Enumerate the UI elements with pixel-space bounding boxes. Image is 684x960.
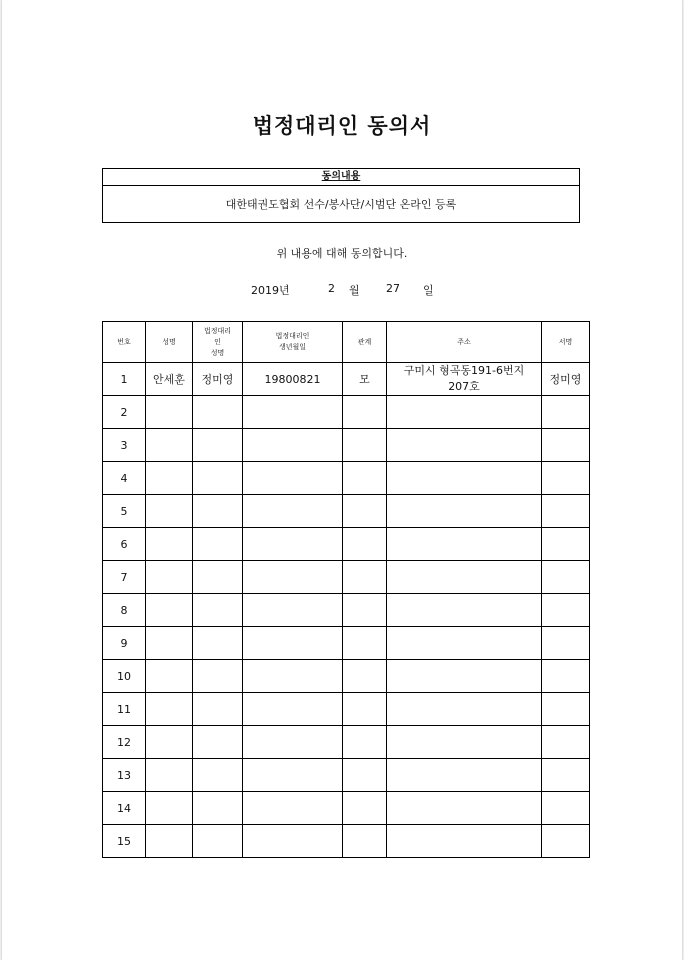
table-row xyxy=(103,825,590,858)
cell-signature: 정미영 xyxy=(542,363,590,396)
cell-relation xyxy=(343,660,387,693)
cell-address xyxy=(387,594,542,627)
cell-guardian-birth xyxy=(243,726,343,759)
header-relation: 관계 xyxy=(343,322,387,363)
cell-address xyxy=(387,792,542,825)
cell-guardian-birth xyxy=(243,396,343,429)
cell-relation xyxy=(343,759,387,792)
table-row xyxy=(103,594,590,627)
cell-signature xyxy=(542,396,590,429)
guardian-table xyxy=(102,321,590,858)
cell-address xyxy=(387,693,542,726)
date-year: 2019년 xyxy=(251,284,290,297)
cell-name xyxy=(146,462,193,495)
table-row xyxy=(103,462,590,495)
table-row xyxy=(103,528,590,561)
table-row xyxy=(103,561,590,594)
cell-name xyxy=(146,759,193,792)
cell-name xyxy=(146,429,193,462)
cell-address xyxy=(387,528,542,561)
cell-name xyxy=(146,693,193,726)
address-line: 207호 xyxy=(448,380,480,393)
cell-guardian-birth xyxy=(243,792,343,825)
cell-guardian-birth xyxy=(243,759,343,792)
cell-relation: 모 xyxy=(343,363,387,396)
cell-name xyxy=(146,495,193,528)
cell-no: 14 xyxy=(103,792,146,825)
consent-body: 대한태권도협회 선수/봉사단/시범단 온라인 등록 xyxy=(225,198,457,211)
table-row xyxy=(103,759,590,792)
cell-guardian-name xyxy=(193,561,243,594)
cell-name xyxy=(146,627,193,660)
cell-signature xyxy=(542,495,590,528)
cell-name xyxy=(146,528,193,561)
cell-signature xyxy=(542,594,590,627)
cell-no: 15 xyxy=(103,825,146,858)
cell-relation xyxy=(343,561,387,594)
cell-guardian-birth xyxy=(243,594,343,627)
cell-no: 1 xyxy=(103,363,146,396)
cell-signature xyxy=(542,462,590,495)
cell-relation xyxy=(343,825,387,858)
cell-guardian-birth xyxy=(243,825,343,858)
consent-header-label: 동의내용 xyxy=(321,171,361,182)
cell-relation xyxy=(343,693,387,726)
table-header-row xyxy=(103,322,590,363)
cell-relation xyxy=(343,495,387,528)
cell-no: 4 xyxy=(103,462,146,495)
date-month-unit: 월 xyxy=(349,284,360,297)
cell-guardian-name xyxy=(193,627,243,660)
cell-guardian-name xyxy=(193,726,243,759)
cell-address xyxy=(387,495,542,528)
cell-guardian-birth xyxy=(243,495,343,528)
date-day: 27 xyxy=(386,282,400,295)
table-row xyxy=(103,627,590,660)
cell-signature xyxy=(542,660,590,693)
cell-guardian-birth xyxy=(243,627,343,660)
table-row xyxy=(103,726,590,759)
table-row xyxy=(103,660,590,693)
cell-relation xyxy=(343,396,387,429)
address-line: 구미시 형곡동191-6번지 xyxy=(403,364,525,377)
cell-no: 3 xyxy=(103,429,146,462)
cell-signature xyxy=(542,429,590,462)
cell-guardian-name xyxy=(193,660,243,693)
cell-address xyxy=(387,462,542,495)
cell-name xyxy=(146,726,193,759)
cell-guardian-birth xyxy=(243,660,343,693)
cell-no: 12 xyxy=(103,726,146,759)
document-title: 법정대리인 동의서 xyxy=(252,113,432,138)
cell-no: 2 xyxy=(103,396,146,429)
cell-relation xyxy=(343,528,387,561)
table-row xyxy=(103,429,590,462)
cell-no: 7 xyxy=(103,561,146,594)
table-row xyxy=(103,363,590,396)
cell-no: 11 xyxy=(103,693,146,726)
cell-address xyxy=(387,825,542,858)
cell-name xyxy=(146,825,193,858)
cell-address xyxy=(387,627,542,660)
cell-no: 13 xyxy=(103,759,146,792)
cell-guardian-birth xyxy=(243,693,343,726)
cell-address xyxy=(387,726,542,759)
cell-name xyxy=(146,792,193,825)
header-name: 성명 xyxy=(146,322,193,363)
cell-address xyxy=(387,429,542,462)
date-day-unit: 일 xyxy=(423,284,434,297)
cell-signature xyxy=(542,759,590,792)
cell-signature xyxy=(542,627,590,660)
cell-signature xyxy=(542,726,590,759)
table-row xyxy=(103,693,590,726)
table-row xyxy=(103,792,590,825)
cell-guardian-birth xyxy=(243,561,343,594)
cell-guardian-name xyxy=(193,528,243,561)
cell-guardian-name xyxy=(193,594,243,627)
cell-guardian-name xyxy=(193,462,243,495)
cell-signature xyxy=(542,825,590,858)
cell-guardian-name xyxy=(193,495,243,528)
consent-box xyxy=(102,168,580,223)
cell-relation xyxy=(343,429,387,462)
cell-guardian-birth xyxy=(243,429,343,462)
cell-signature xyxy=(542,528,590,561)
cell-signature xyxy=(542,792,590,825)
cell-signature xyxy=(542,693,590,726)
table-row xyxy=(103,396,590,429)
cell-no: 9 xyxy=(103,627,146,660)
cell-guardian-birth xyxy=(243,528,343,561)
cell-address xyxy=(387,759,542,792)
cell-signature xyxy=(542,561,590,594)
cell-relation xyxy=(343,462,387,495)
cell-address xyxy=(387,660,542,693)
agreement-statement: 위 내용에 대해 동의합니다. xyxy=(276,247,408,260)
cell-no: 6 xyxy=(103,528,146,561)
cell-name xyxy=(146,561,193,594)
cell-relation xyxy=(343,594,387,627)
cell-no: 8 xyxy=(103,594,146,627)
cell-relation xyxy=(343,627,387,660)
cell-guardian-name xyxy=(193,759,243,792)
cell-guardian-birth: 19800821 xyxy=(243,363,343,396)
cell-name xyxy=(146,660,193,693)
cell-name xyxy=(146,594,193,627)
cell-guardian-name xyxy=(193,396,243,429)
cell-name: 안세훈 xyxy=(146,363,193,396)
header-no: 번호 xyxy=(103,322,146,363)
header-guardian-birth: 법정대리인 생년월일 xyxy=(243,322,343,363)
cell-guardian-name xyxy=(193,693,243,726)
cell-no: 5 xyxy=(103,495,146,528)
cell-guardian-name xyxy=(193,429,243,462)
cell-guardian-name xyxy=(193,825,243,858)
cell-relation xyxy=(343,726,387,759)
date-month: 2 xyxy=(328,282,335,295)
header-guardian-name: 법정대리 인 성명 xyxy=(193,322,243,363)
cell-name xyxy=(146,396,193,429)
header-address: 주소 xyxy=(387,322,542,363)
header-signature: 서명 xyxy=(542,322,590,363)
consent-header xyxy=(103,169,579,186)
cell-address xyxy=(387,561,542,594)
cell-address xyxy=(387,363,542,396)
cell-guardian-name xyxy=(193,792,243,825)
cell-no: 10 xyxy=(103,660,146,693)
cell-relation xyxy=(343,792,387,825)
cell-address xyxy=(387,396,542,429)
table-row xyxy=(103,495,590,528)
cell-guardian-birth xyxy=(243,462,343,495)
cell-guardian-name: 정미영 xyxy=(193,363,243,396)
